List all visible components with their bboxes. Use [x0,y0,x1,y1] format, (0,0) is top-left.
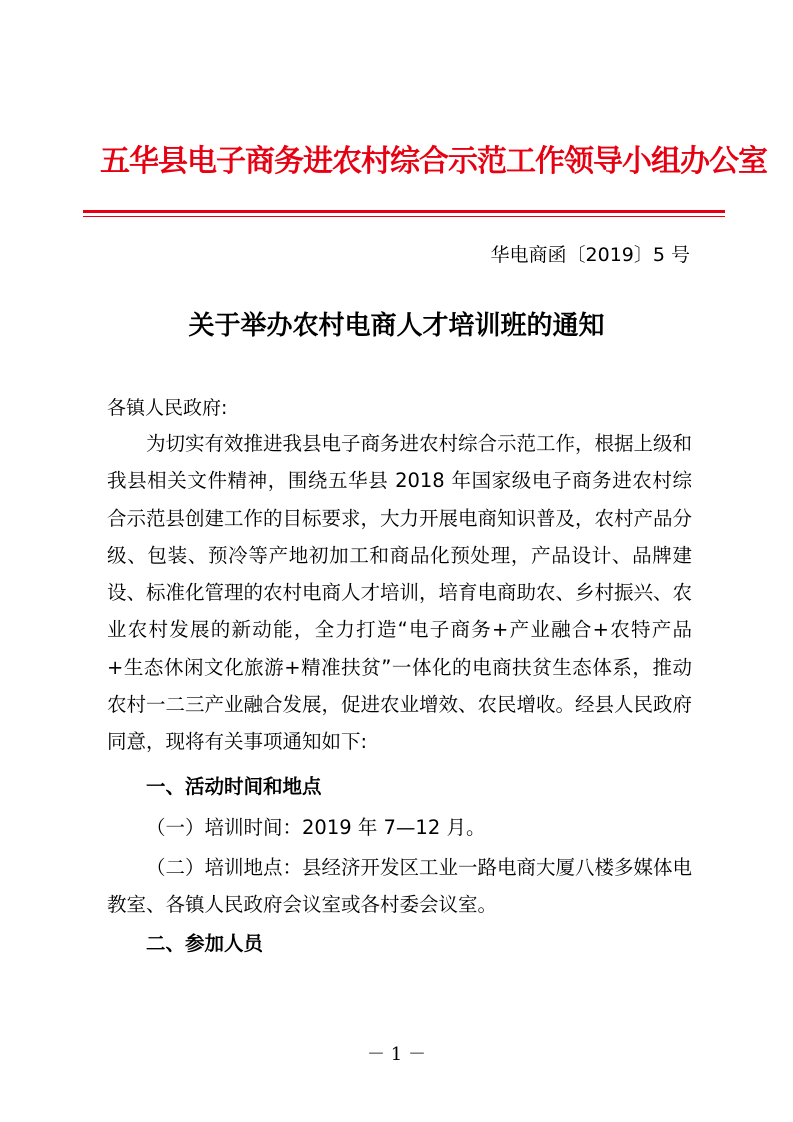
item-training-location: （二）培训地点：县经济开发区工业一路电商大厦八楼多媒体电教室、各镇人民政府会议室或各村委会议室。 [107,856,693,917]
issuing-office-title: 五华县电子商务进农村综合示范工作领导小组办公室 [100,144,767,179]
document-number: 华电商函〔2019〕5 号 [490,244,690,266]
section-heading-time-place: 一、活动时间和地点 [146,775,322,798]
red-divider-thick [83,210,725,213]
red-divider-thin [83,216,725,217]
item-training-time: （一）培训时间：2019 年 7—12 月。 [146,816,486,839]
intro-paragraph: 为切实有效推进我县电子商务进农村综合示范工作，根据上级和我县相关文件精神，围绕五华县 2018 年国家级电子商务进农村综合示范县创建工作的目标要求，大力开展电商知识普及，农村产品分级、包装、预冷等产地初加工和商品化预处理，产品设计、品牌建设、标准化管理的农村电商人才培训，培育电商助农、乡村振兴、农业农村发展的新动能，全力打造“电子商务+产业融合+农特产品+生态休闲文化旅游+精准扶贫”一体化的电商扶贫生态体系，推动农村一二三产业融合发展，促进农业增效、农民增收。经县人民政府同意，现将有关事项通知如下: [107,432,693,754]
section-heading-participants: 二、参加人员 [146,932,264,955]
notice-title: 关于举办农村电商人才培训班的通知 [188,311,605,341]
salutation: 各镇人民政府: [107,397,228,419]
page-number: － 1 － [367,1044,426,1065]
